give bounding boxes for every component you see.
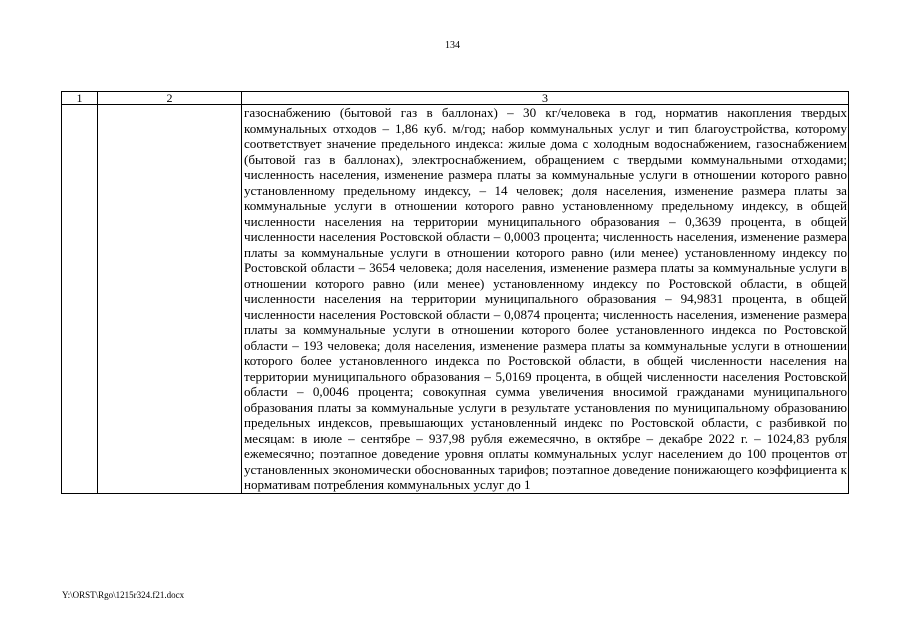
table-cell-col2 (98, 105, 242, 494)
column-header-2: 2 (98, 92, 242, 105)
file-path-footer: Y:\ORST\Rgo\1215r324.f21.docx (62, 590, 185, 600)
table-cell-col1 (62, 105, 98, 494)
page-number: 134 (445, 40, 460, 51)
content-table (61, 91, 849, 494)
table-cell-col3 (242, 105, 849, 494)
cell-text: газоснабжению (бытовой газ в баллонах) – 30 кг/человека в год, норматив накопления твердых коммунальных отходов – 1,86 куб. м/год; набор коммунальных услуг и тип благоустройства, которому соответствует значение предельного индекса: жилые дома с холодным водоснабжением, газоснабжением (бытовой газ в баллонах), электроснабжением, обращением с твердыми коммунальными отходами; численность населения, изменение размера платы за коммунальные услуги в отношении которого равно установленному предельному индексу, – 14 человек; доля населения, изменение размера платы за коммунальные услуги в отношении которого равно установленному предельному индексу, в общей численности населения на территории муниципального образования – 0,3639 процента, в общей численности населения Ростовской области – 0,0003 процента; численность населения, изменение размера платы за коммунальные услуги в отношении которого равно (или менее) установленному индексу по Ростовской области – 3654 человека; доля населения, изменение размера платы за коммунальные услуги в отношении которого равно (или менее) установленному индексу по Ростовской области, в общей численности населения на территории муниципального образования – 94,9831 процента, в общей численности населения Ростовской области – 0,0874 процента; численность населения, изменение размера платы за коммунальные услуги в отношении которого более установленного индекса по Ростовской области – 193 человека; доля населения, изменение размера платы за коммунальные услуги в отношении которого более установленного индекса по Ростовской области, в общей численности населения на территории муниципального образования – 5,0169 процента, в общей численности населения Ростовской области – 0,0046 процента; совокупная сумма увеличения вносимой гражданами муниципального образования платы за коммунальные услуги в результате установления по муниципальному образованию предельных индексов, превышающих установленный индекс по Ростовской области, с разбивкой по месяцам: в июле – сентябре – 937,98 рубля ежемесячно, в октябре – декабре 2022 г. – 1024,83 рубля ежемесячно; поэтапное доведение уровня оплаты коммунальных услуг населением до 100 процентов от установленных экономически обоснованных тарифов; поэтапное доведение понижающего коэффициента к нормативам потребления коммунальных услуг до 1 (244, 105, 847, 492)
table-header-row (62, 92, 849, 105)
table-row (62, 105, 849, 494)
column-header-1: 1 (62, 92, 98, 105)
column-header-3: 3 (242, 92, 849, 105)
